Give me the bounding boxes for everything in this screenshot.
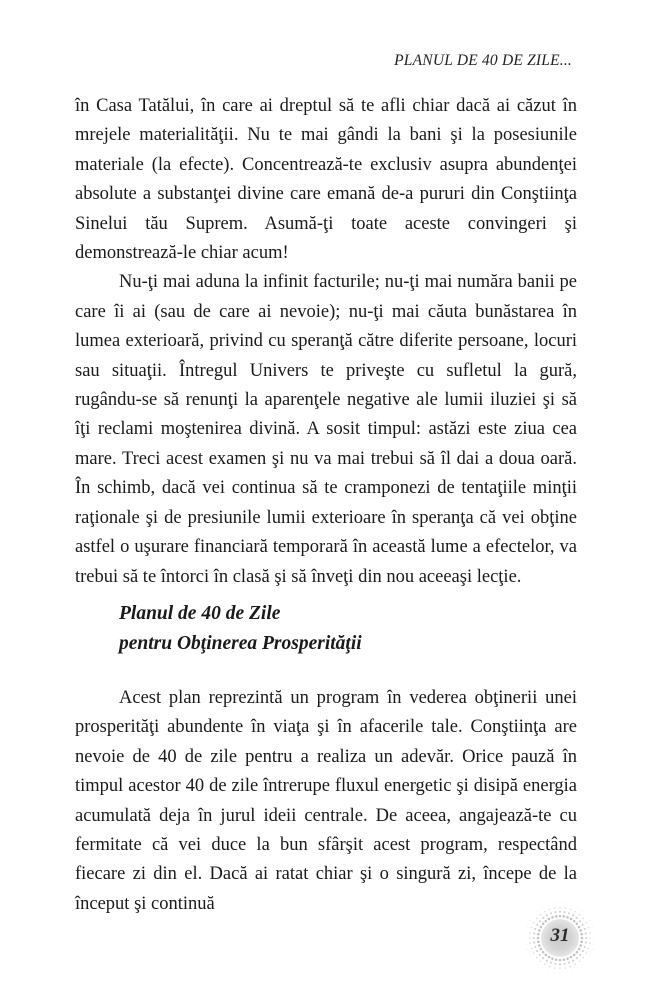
paragraph-continued: în Casa Tatălui, în care ai dreptul să te afli chiar dacă ai căzut în mrejele materialităţii. Nu te mai gândi la bani şi la posesiunile materiale (la efecte). Concentrează-te exclusiv asupra abundenţei absolute a substanţei divine care emană de-a pururi din Conştiinţa Sinelui tău Suprem. Asumă-ţi toate aceste convingeri şi demonstrează-le chiar acum! xyxy=(75,96,577,264)
section-heading-line-1: Planul de 40 de Zile xyxy=(119,603,281,624)
running-header: PLANUL DE 40 DE ZILE... xyxy=(394,52,572,69)
section-heading-line-2: pentru Obţinerea Prosperităţii xyxy=(119,633,362,654)
paragraph: Nu-ţi mai aduna la infinit facturile; nu-ţi mai număra banii pe care îi ai (sau de care ai nevoie); nu-ţi mai căuta bunăstarea în lumea exterioară, privind cu speranţă către diferite persoane, locuri sau situaţii. Întregul Univers te priveşte cu sufletul la gură, rugându-se să renunţi la aparenţele negative ale lumii iluziei şi să îţi reclami moştenirea divină. A sosit timpul: astăzi este ziua cea mare. Treci acest examen şi nu va mai trebui să îl dai a doua oară. În schimb, dacă vei continua să te cramponezi de tentaţiile minţii raţionale şi de presiunile lumii exterioare în speranţa că vei obţine astfel o uşurare financiară temporară în această lume a efectelor, va trebui să te întorci în clasă şi să înveţi din nou aceeaşi lecţie. xyxy=(75,272,577,587)
page-number: 31 xyxy=(550,925,570,946)
text-block-top xyxy=(75,92,577,592)
section-heading xyxy=(119,599,362,659)
paragraph: Acest plan reprezintă un program în vederea obţinerii unei prosperităţi abundente în viaţa şi în afacerile tale. Conştiinţa are nevoie de 40 de zile pentru a realiza un adevăr. Orice pauză în timpul acestor 40 de zile întrerupe fluxul energetic şi disipă energia acumulată deja în jurul ideii centrale. De aceea, angajează-te cu fermitate că vei duce la bun sfârşit acest program, respectând fiecare zi din el. Dacă ai ratat chiar şi o singură zi, începe de la început şi continuă xyxy=(75,688,577,914)
text-block-bottom xyxy=(75,684,577,919)
